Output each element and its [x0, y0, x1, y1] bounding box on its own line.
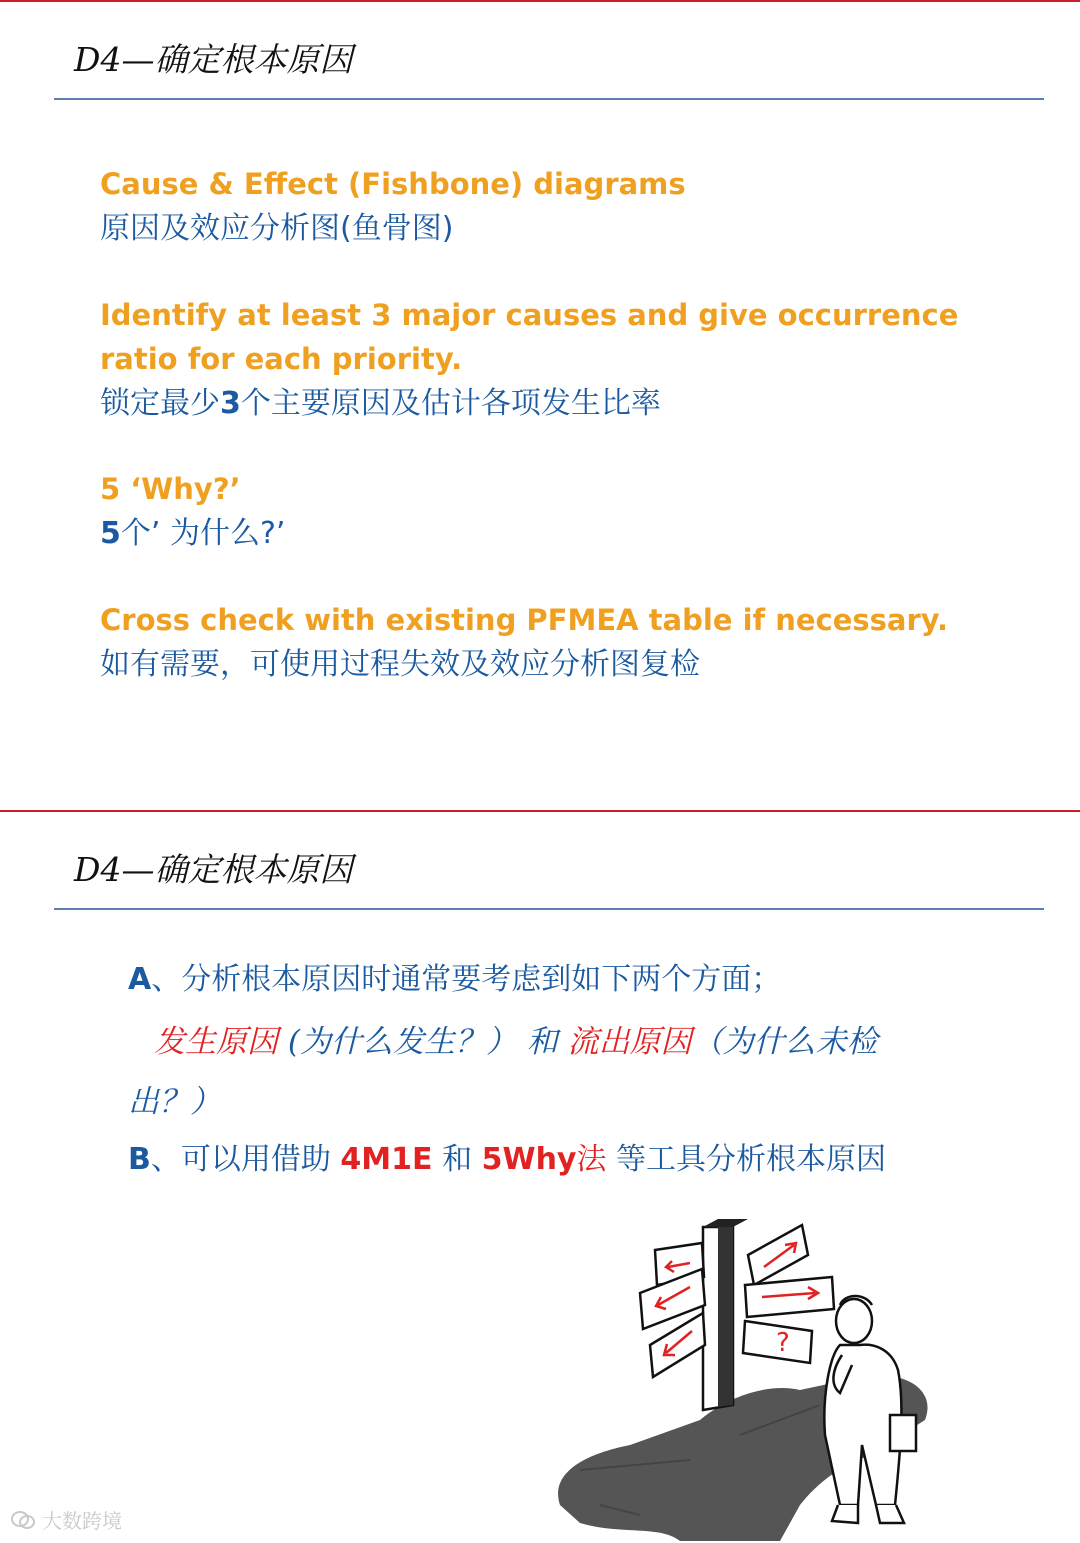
watermark-text: 大数跨境	[42, 1509, 122, 1533]
item-pfmea	[100, 598, 948, 688]
point-a-label: A	[128, 962, 152, 997]
cn-num: 3	[220, 386, 241, 421]
item-english-line-2: ratio for each priority.	[100, 342, 463, 376]
top-red-rule	[0, 810, 1080, 812]
point-b-pre: 、可以用借助	[150, 1142, 341, 1177]
cause-types-line	[154, 1016, 878, 1061]
occurrence-question: (为什么发生？）	[278, 1024, 517, 1060]
occurrence-cause: 发生原因	[154, 1024, 278, 1060]
item-english: 5 ‘Why?’	[100, 472, 241, 506]
item-chinese: 原因及效应分析图(鱼骨图)	[100, 211, 454, 246]
cn-post: 个主要原因及估计各项发生比率	[240, 386, 661, 421]
point-b-post: 等工具分析根本原因	[606, 1142, 887, 1177]
item-chinese	[100, 381, 958, 427]
question-mark-sign: ?	[776, 1328, 790, 1358]
signpost-illustration	[540, 1205, 960, 1541]
outflow-question: （为什么未检	[691, 1024, 878, 1060]
outflow-question-end: 出？）	[128, 1084, 221, 1120]
point-b	[128, 1134, 886, 1178]
item-english-line-1: Identify at least 3 major causes and give occurrence	[100, 298, 959, 332]
point-a	[128, 954, 781, 998]
title-underline	[54, 908, 1044, 910]
point-a-text: 、分析根本原因时通常要考虑到如下两个方面；	[151, 962, 782, 997]
item-fishbone	[100, 162, 686, 252]
item-five-why	[100, 467, 285, 557]
and-word: 和	[432, 1142, 482, 1177]
item-chinese	[100, 511, 285, 557]
cause-types-line-2	[128, 1076, 221, 1121]
title-underline	[54, 98, 1044, 100]
item-major-causes	[100, 293, 958, 427]
slide-title: D4—确定根本原因	[74, 850, 353, 889]
point-b-label: B	[128, 1142, 151, 1177]
cn-pre: 锁定最少	[100, 386, 220, 421]
wechat-logo-icon	[10, 1509, 36, 1531]
tool-5why: 5Why	[481, 1142, 577, 1177]
and-word: 和	[516, 1024, 568, 1060]
slide-2	[0, 810, 1080, 1543]
item-english: Cross check with existing PFMEA table if necessary.	[100, 603, 949, 637]
slide-title: D4—确定根本原因	[74, 40, 353, 79]
item-english: Cause & Effect (Fishbone) diagrams	[100, 167, 686, 201]
watermark	[10, 1505, 122, 1534]
item-chinese: 如有需要，可使用过程失效及效应分析图复检	[100, 647, 700, 682]
outflow-cause: 流出原因	[567, 1024, 692, 1060]
tool-5why-suffix: 法	[576, 1142, 607, 1177]
cn-num: 5	[100, 516, 121, 551]
cn-post: 个’ 为什么?’	[120, 516, 286, 551]
tool-4m1e: 4M1E	[340, 1142, 433, 1177]
top-red-rule	[0, 0, 1080, 2]
